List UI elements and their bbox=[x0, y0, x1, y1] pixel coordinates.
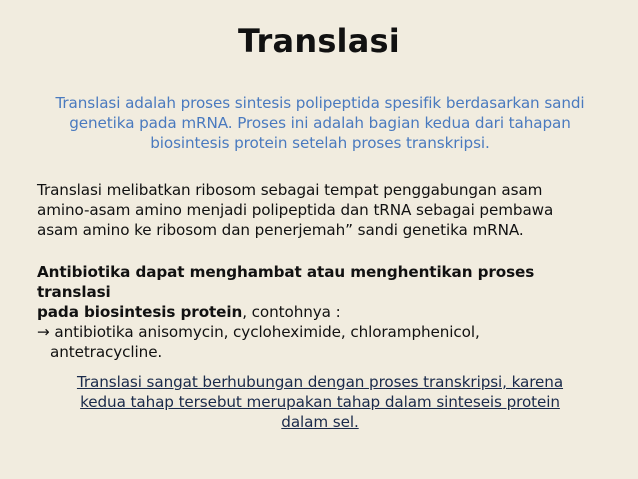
antibiotic-example-line bbox=[37, 322, 603, 342]
relationship-line-2: kedua tahap tersebut merupakan tahap dalam sinteseis protein bbox=[80, 393, 560, 411]
antibiotic-examples-continued: antetracycline. bbox=[50, 343, 163, 361]
slide-title: Translasi bbox=[238, 22, 400, 60]
ribosome-line-1: Translasi melibatkan ribosom sebagai tempat penggabungan asam bbox=[37, 181, 543, 199]
antibiotic-line-2 bbox=[37, 302, 603, 322]
ribosome-line-3: asam amino ke ribosom dan penerjemah” sandi genetika mRNA. bbox=[37, 221, 524, 239]
relationship-paragraph bbox=[62, 372, 578, 432]
ribosome-paragraph bbox=[37, 180, 603, 240]
antibiotic-bold-line-1: Antibiotika dapat menghambat atau menghentikan proses translasi bbox=[37, 263, 535, 301]
definition-line-2: genetika pada mRNA. Proses ini adalah bagian kedua dari tahapan bbox=[69, 114, 571, 132]
antibiotic-bold-line-2: pada biosintesis protein bbox=[37, 303, 243, 321]
relationship-line-1: Translasi sangat berhubungan dengan proses transkripsi, karena bbox=[76, 373, 564, 391]
definition-line-1: Translasi adalah proses sintesis polipeptida spesifik berdasarkan sandi bbox=[55, 94, 585, 112]
ribosome-line-2: amino-asam amino menjadi polipeptida dan tRNA sebagai pembawa bbox=[37, 201, 554, 219]
definition-line-3: biosintesis protein setelah proses transkripsi. bbox=[150, 134, 490, 152]
antibiotic-example-line-2 bbox=[37, 342, 603, 362]
antibiotic-tail-text: , contohnya : bbox=[242, 303, 341, 321]
right-arrow-icon: → bbox=[37, 323, 50, 341]
antibiotic-examples: antibiotika anisomycin, cycloheximide, chloramphenicol, bbox=[49, 323, 480, 341]
antibiotic-paragraph bbox=[37, 262, 603, 362]
definition-paragraph bbox=[37, 93, 603, 153]
relationship-line-3: dalam sel. bbox=[281, 413, 359, 431]
